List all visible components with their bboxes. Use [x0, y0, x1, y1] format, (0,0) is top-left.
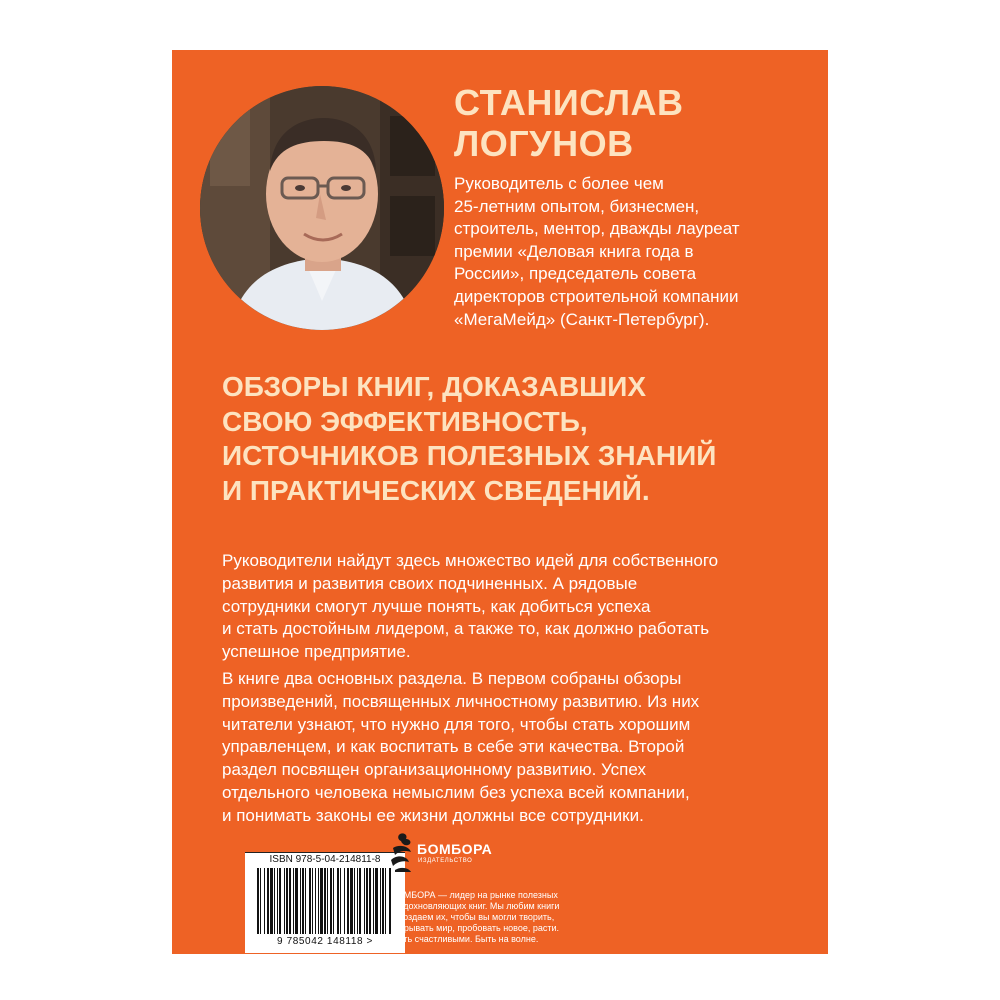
publisher-desc-line: и создаем их, чтобы вы могли творить,	[391, 912, 555, 922]
bio-line: директоров строительной компании	[454, 286, 739, 306]
paragraph-line: управленцем, и как воспитать в себе эти качества. Второй	[222, 737, 685, 757]
bio-line: Руководитель с более чем	[454, 174, 664, 193]
bio-line: премии «Деловая книга года в	[454, 241, 694, 261]
author-bio	[454, 173, 804, 331]
publisher-subtitle: ИЗДАТЕЛЬСТВО	[418, 858, 473, 864]
publisher-desc-line: Быть счастливыми. Быть на волне.	[391, 934, 539, 944]
paragraph-line: успешное предприятие.	[222, 642, 411, 662]
book-back-cover	[172, 50, 828, 954]
headline-line: И ПРАКТИЧЕСКИХ СВЕДЕНИЙ.	[222, 474, 650, 506]
description-paragraph-2	[222, 668, 812, 828]
publisher-desc-line: и вдохновляющих книг. Мы любим книги	[391, 901, 560, 911]
paragraph-line: сотрудники смогут лучше понять, как добиться успеха	[222, 596, 651, 616]
paragraph-line: раздел посвящен организационному развитию. Успех	[222, 760, 646, 780]
author-name	[454, 82, 794, 164]
isbn-number: ISBN 978-5-04-214811-8	[269, 854, 381, 865]
isbn-barcode	[245, 852, 405, 953]
headline	[222, 370, 812, 508]
barcode-digits: 9 785042 148118 >	[277, 936, 373, 947]
description-paragraph-1	[222, 550, 812, 664]
headline-line: СВОЮ ЭФФЕКТИВНОСТЬ,	[222, 405, 588, 437]
paragraph-line: развития и развития своих подчиненных. А рядовые	[222, 573, 638, 593]
paragraph-line: отдельного человека немыслим без успеха всей компании,	[222, 782, 690, 802]
publisher-desc-line: открывать мир, пробовать новое, расти.	[391, 923, 560, 933]
headline-line: ОБЗОРЫ КНИГ, ДОКАЗАВШИХ	[222, 371, 647, 402]
bombora-wave-icon	[387, 830, 417, 874]
bio-line: 25-летним опытом, бизнесмен,	[454, 196, 700, 216]
publisher-desc-line: БОМБОРА — лидер на рынке полезных	[391, 890, 558, 900]
paragraph-line: и понимать законы ее жизни должны все сотрудники.	[222, 805, 644, 825]
headline-line: ИСТОЧНИКОВ ПОЛЕЗНЫХ ЗНАНИЙ	[222, 440, 717, 471]
paragraph-line: Руководители найдут здесь множество идей для собственного	[222, 551, 719, 570]
paragraph-line: В книге два основных раздела. В первом собраны обзоры	[222, 669, 682, 688]
author-last-name: ЛОГУНОВ	[454, 123, 634, 164]
barcode-icon	[253, 868, 395, 934]
author-first-name: СТАНИСЛАВ	[454, 82, 684, 123]
paragraph-line: произведений, посвященных личностному развитию. Из них	[222, 691, 700, 711]
bio-line: строитель, ментор, дважды лауреат	[454, 219, 740, 239]
bio-line: России», председатель совета	[454, 264, 697, 284]
author-photo	[200, 86, 444, 330]
paragraph-line: и стать достойным лидером, а также то, как должно работать	[222, 619, 710, 639]
publisher-description	[391, 890, 561, 945]
paragraph-line: читатели узнают, что нужно для того, чтобы стать хорошим	[222, 714, 691, 734]
bio-line: «МегаМейд» (Санкт-Петербург).	[454, 309, 710, 329]
publisher-name: БОМБОРА	[417, 841, 493, 857]
